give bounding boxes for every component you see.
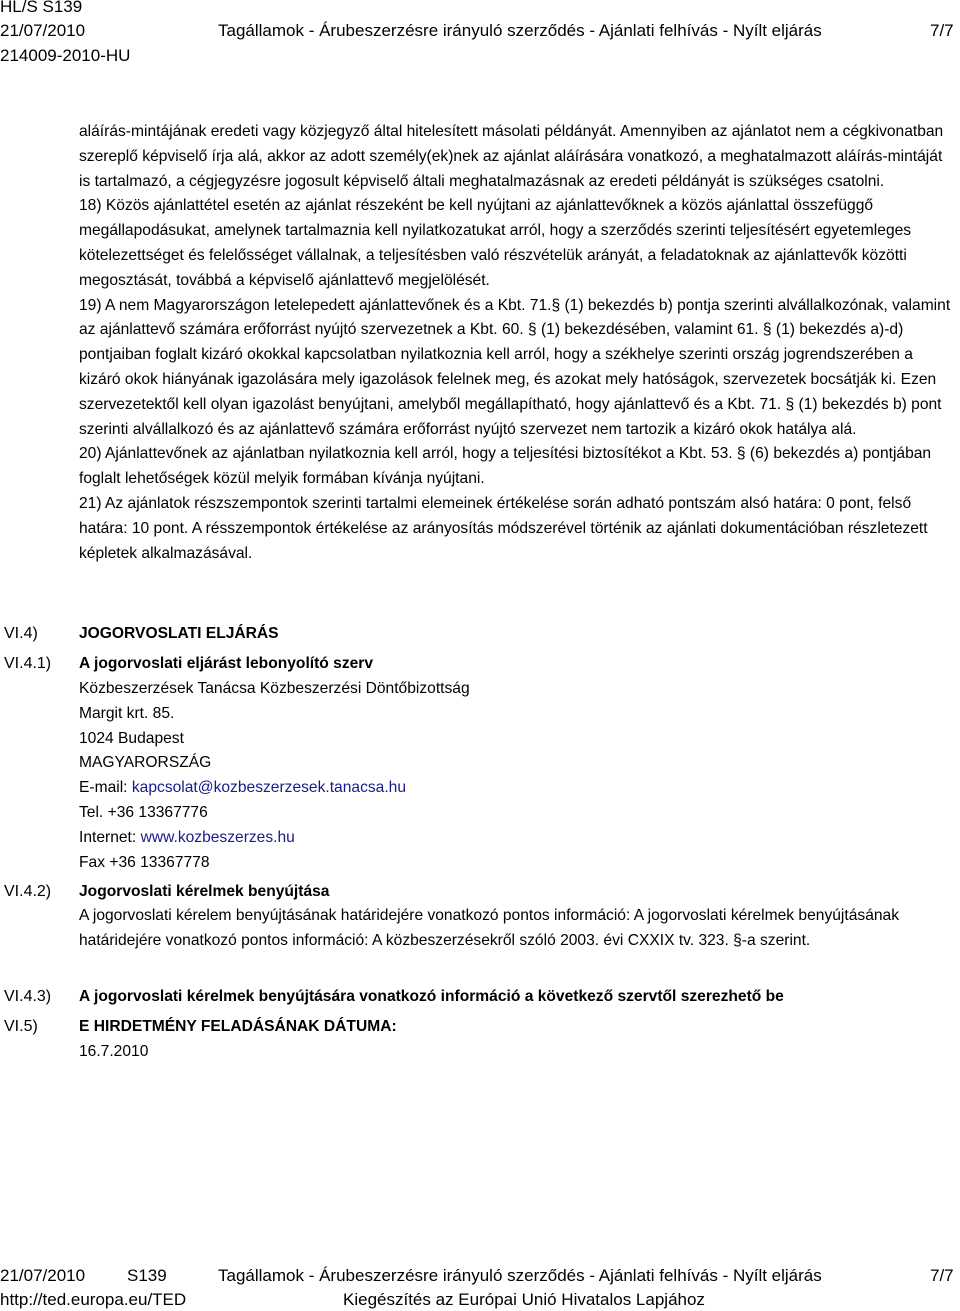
footer-publisher: Kiegészítés az Európai Unió Hivatalos Lapjához xyxy=(343,1290,705,1309)
fax-line xyxy=(79,853,210,873)
internet-line xyxy=(79,828,295,848)
paragraph-intro: aláírás-mintájának eredeti vagy közjegyző által hitelesített másolati példányát. Amennyiben az ajánlatot nem a cégkivonatban szereplő képviselő írja alá, akkor az adott személy(ek)nek az ajánlat aláírására vonatkozó, a meghatalmazott aláírás-mintáját is tartalmazó, a cégjegyzésre jogosult képviselő általi meghatalmazásnak az eredeti példányát is szükséges csatolni. xyxy=(79,123,944,190)
internet-link[interactable]: www.kozbeszerzes.hu xyxy=(140,829,295,846)
tel-line xyxy=(79,803,208,823)
internet-label: Internet: xyxy=(79,829,137,846)
header-date: 21/07/2010 xyxy=(0,21,86,40)
section-title-vi4: JOGORVOSLATI ELJÁRÁS xyxy=(79,625,279,642)
paragraph-19: 19) A nem Magyarországon letelepedett ajánlattevőnek és a Kbt. 71.§ (1) bekezdés b) pontja szerinti alvállalkozónak, valamint az ajánlattevő számára erőforrást nyújtó szervezetnek a Kbt. 60. § (1) bekezdésében, valamint 61. § (1) bekezdés a)-d) pontjaiban foglalt kizáró okokkal kapcsolatban nyilatkoznia kell arról, hogy a székhelye szerinti ország jogrendszerében a kizáró okok hiányának igazolására mely igazolások felelnek meg, és azokat mely hatóságok, szervezetek bocsátják ki. Ezen szervezetektől kell olyan igazolást benyújtani, amelyből megállapítható, hogy ajánlattevő és a Kbt. 71. § (1) bekezdés b) pont szerinti alvállalkozó és az ajánlattevő számára erőforrást nyújtó szervezet nem tartozik a kizáró okok hatálya alá. xyxy=(79,296,951,438)
section-title-vi5: E HIRDETMÉNY FELADÁSÁNAK DÁTUMA: xyxy=(79,1018,397,1035)
email-line xyxy=(79,778,406,798)
notice-dispatch-date: 16.7.2010 xyxy=(79,1043,149,1060)
review-body-name: Közbeszerzések Tanácsa Közbeszerzési Döntőbizottság xyxy=(79,680,470,697)
paragraph-21: 21) Az ajánlatok részszempontok szerinti tartalmi elemeinek értékelése során adható pontszám alsó határa: 0 pont, felső határa: 10 pont. A résszempontok értékelése az arányosítás módszerével történik az ajánlati dokumentációban részletezett képletek alkalmazásával. xyxy=(79,494,928,562)
footer-page-number: 7/7 xyxy=(930,1266,954,1285)
section-number-vi5: VI.5) xyxy=(4,1018,38,1035)
body-text xyxy=(79,120,955,566)
section-text-vi42: A jogorvoslati kérelem benyújtásának határidejére vonatkozó pontos információ: A jogorvoslati kérelmek benyújtásának határidejére vonatkozó pontos információ: A közbeszerzésekről szóló 2003. évi CXXIX tv. 323. §-a szerint. xyxy=(79,907,900,949)
section-number-vi41: VI.4.1) xyxy=(4,655,52,672)
header-page-number: 7/7 xyxy=(930,21,954,40)
header-doc-ref: HL/S S139 xyxy=(0,0,83,16)
section-number-vi42: VI.4.2) xyxy=(4,883,52,900)
footer-url[interactable]: http://ted.europa.eu/TED xyxy=(0,1290,187,1309)
review-body-city: 1024 Budapest xyxy=(79,730,184,747)
review-body-street: Margit krt. 85. xyxy=(79,705,175,722)
email-label: E-mail: xyxy=(79,779,128,796)
tel-label: Tel. xyxy=(79,804,104,821)
tel-value: +36 13367776 xyxy=(107,804,208,821)
header-title: Tagállamok - Árubeszerzésre irányuló szerződés - Ajánlati felhívás - Nyílt eljárás xyxy=(218,21,822,40)
section-number-vi43: VI.4.3) xyxy=(4,988,52,1005)
section-number-vi4: VI.4) xyxy=(4,625,38,642)
section-title-vi42: Jogorvoslati kérelmek benyújtása xyxy=(79,883,330,900)
fax-label: Fax xyxy=(79,854,105,871)
review-body-country: MAGYARORSZÁG xyxy=(79,754,212,771)
section-title-vi41: A jogorvoslati eljárást lebonyolító szerv xyxy=(79,655,374,672)
section-title-vi43: A jogorvoslati kérelmek benyújtására vonatkozó információ a következő szervtől szerezhető be xyxy=(79,988,784,1005)
footer-series: S139 xyxy=(127,1266,167,1285)
fax-value: +36 13367778 xyxy=(109,854,210,871)
footer-title: Tagállamok - Árubeszerzésre irányuló szerződés - Ajánlati felhívás - Nyílt eljárás xyxy=(218,1266,822,1285)
header-doc-id: 214009-2010-HU xyxy=(0,46,131,65)
paragraph-18: 18) Közös ajánlattétel esetén az ajánlat részeként be kell nyújtani az ajánlattevőknek a közös ajánlattal összefüggő megállapodásukat, amelynek tartalmaznia kell nyilatkozatukat arról, hogy a szerződés szerinti teljesítésért egyetemleges kötelezettséget és felelősséget vállalnak, a teljesítésben való részvételük arányát, a feladatoknak az ajánlattevők közötti megosztását, továbbá a képviselő ajánlattevő megjelölését. xyxy=(79,197,912,289)
footer-date: 21/07/2010 xyxy=(0,1266,86,1285)
email-link[interactable]: kapcsolat@kozbeszerzesek.tanacsa.hu xyxy=(131,779,407,796)
paragraph-20: 20) Ajánlattevőnek az ajánlatban nyilatkoznia kell arról, hogy a teljesítési biztosítékot a Kbt. 53. § (6) bekezdés a) pontjában foglalt lehetőségek közül melyik formában kívánja nyújtani. xyxy=(79,445,932,488)
